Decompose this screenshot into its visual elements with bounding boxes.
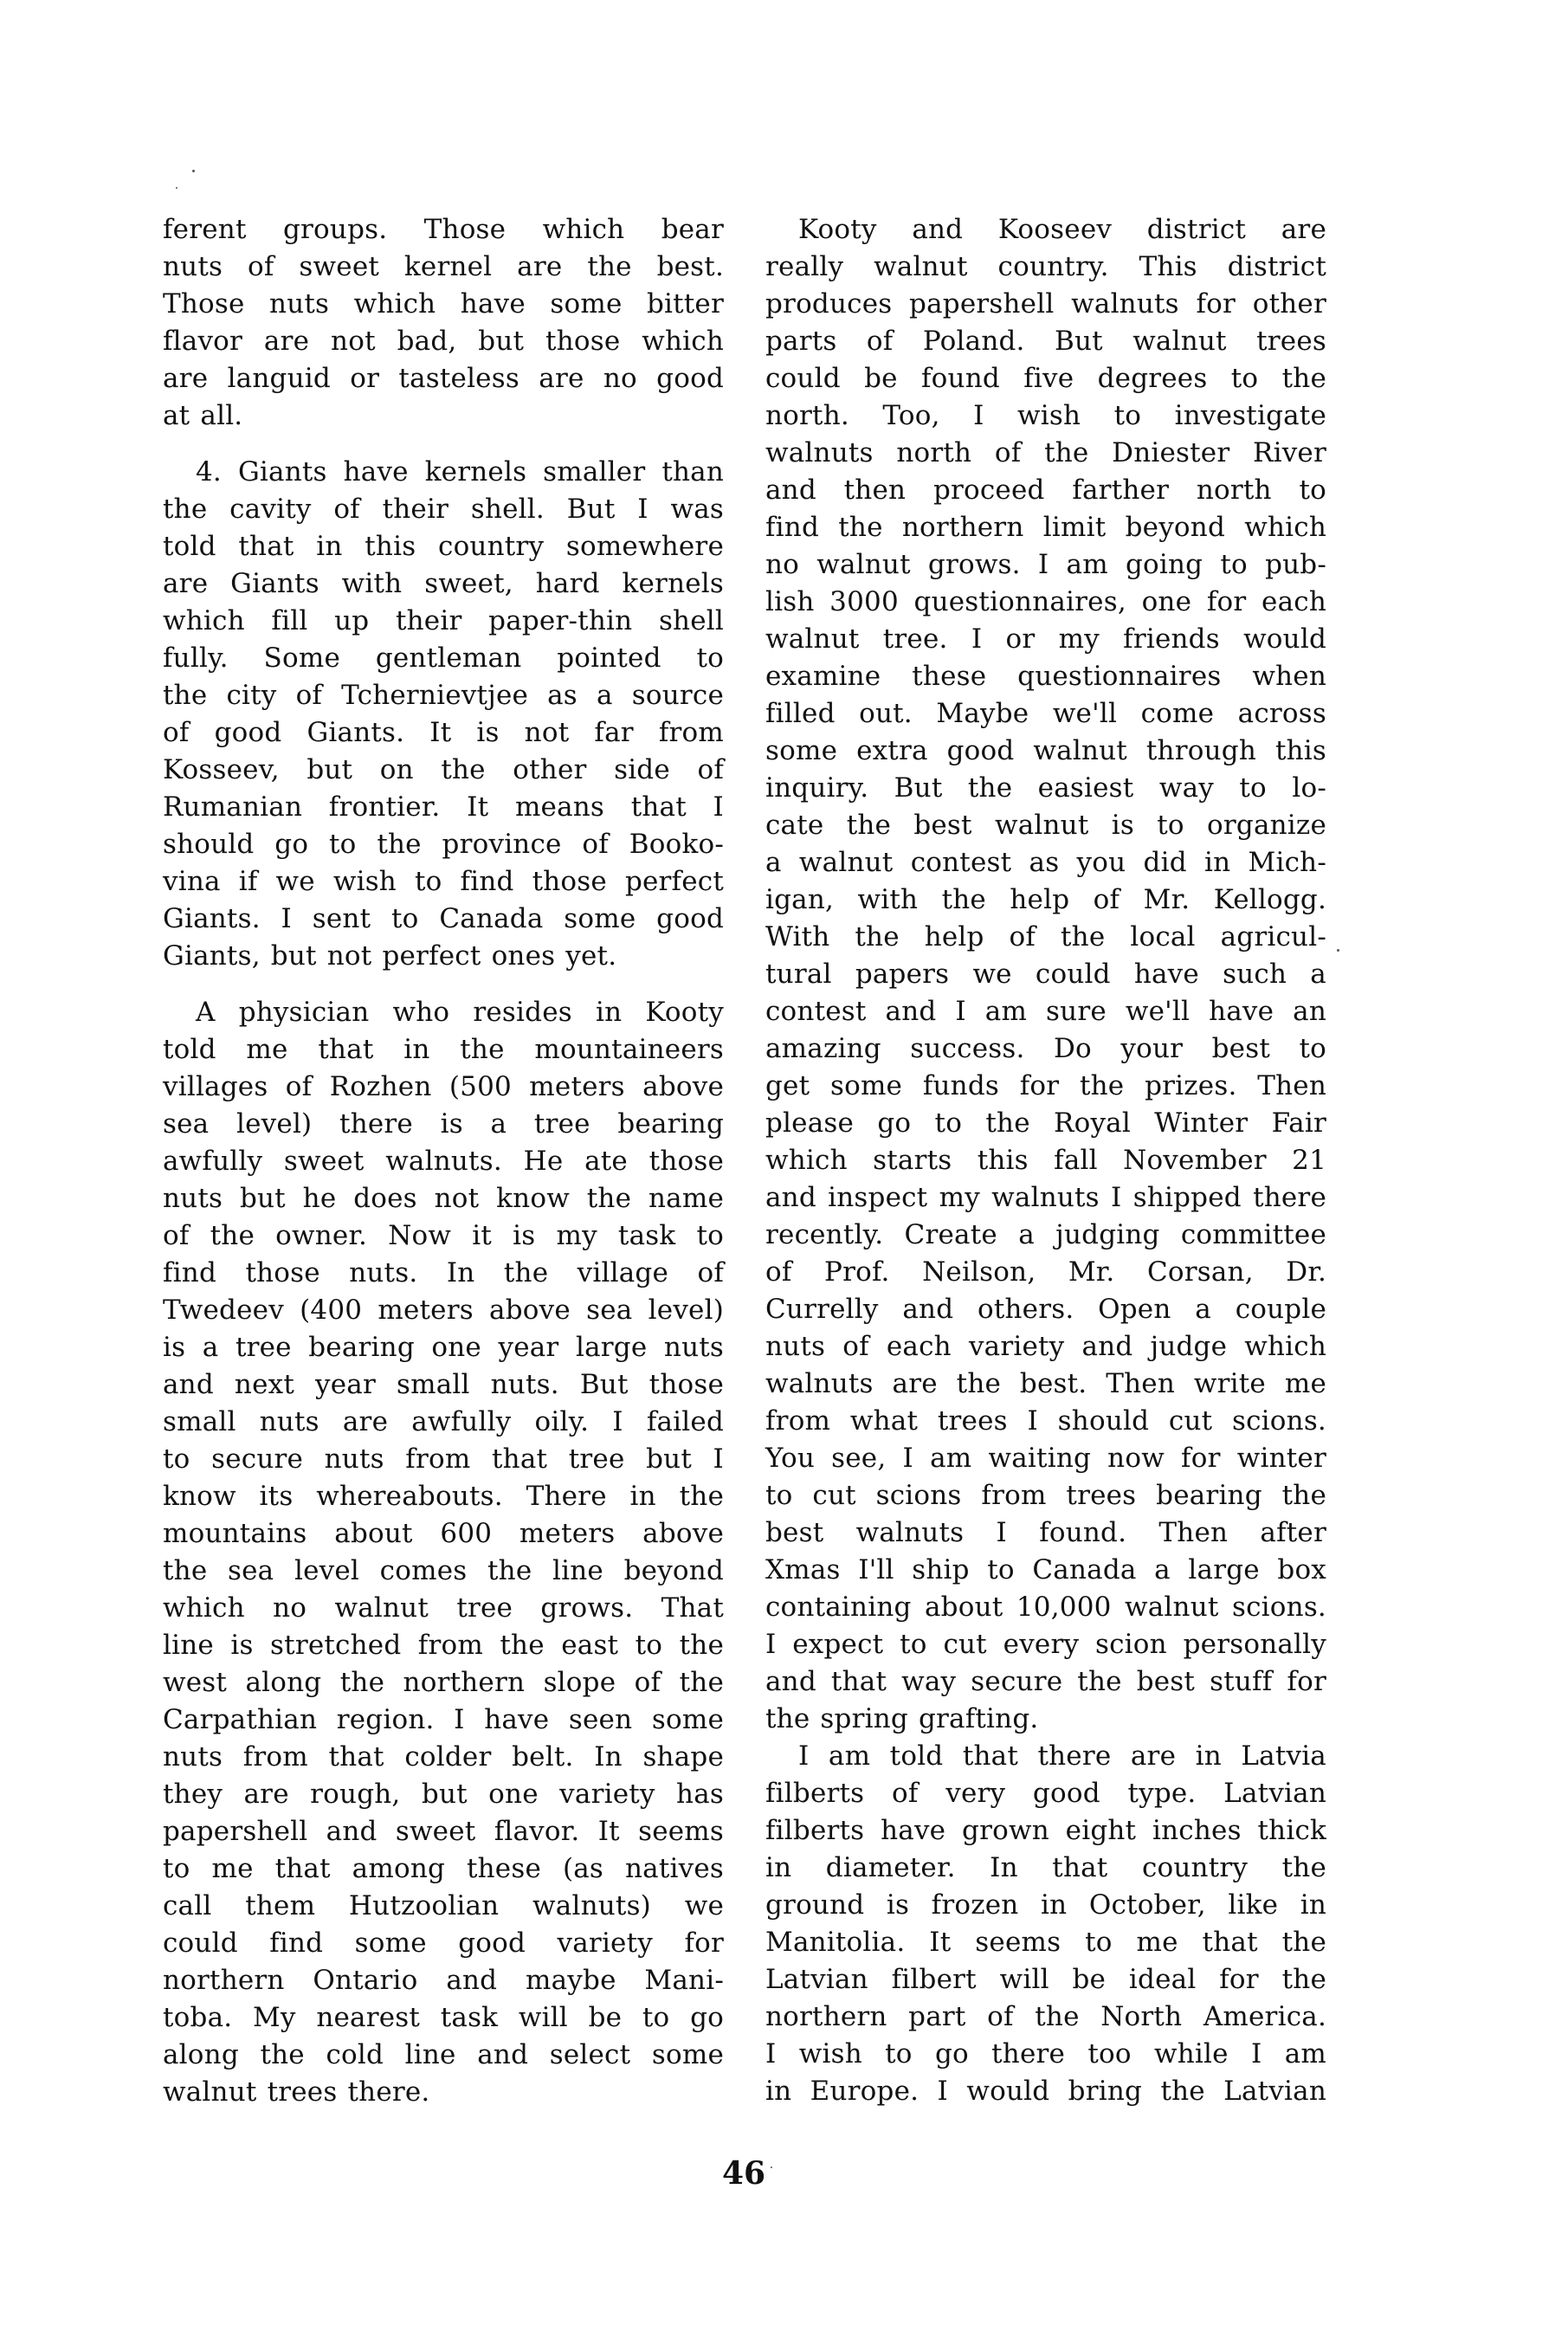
text-line: amazing success. Do your best to <box>765 1033 1326 1064</box>
text-line: find those nuts. In the village of <box>163 1257 724 1288</box>
text-line: nuts of each variety and judge which <box>765 1331 1326 1362</box>
text-line: Twedeev (400 meters above sea level) <box>163 1295 724 1326</box>
text-line: fully. Some gentleman pointed to <box>163 643 724 674</box>
text-line: Latvian filbert will be ideal for the <box>765 1964 1326 1995</box>
left-text-column <box>163 211 724 2111</box>
text-line: to me that among these (as natives <box>163 1853 724 1884</box>
text-line: and inspect my walnuts I shipped there <box>765 1182 1326 1213</box>
text-line: filled out. Maybe we'll come across <box>765 698 1326 729</box>
right-text-column <box>765 211 1326 2110</box>
text-line: no walnut grows. I am going to pub- <box>765 549 1326 580</box>
text-line: walnut trees there. <box>163 2076 430 2108</box>
text-line: the sea level comes the line beyond <box>163 1555 724 1586</box>
text-line: lish 3000 questionnaires, one for each <box>765 586 1326 617</box>
text-line: to secure nuts from that tree but I <box>163 1443 724 1475</box>
text-line: which starts this fall November 21 <box>765 1145 1326 1176</box>
text-line: Those nuts which have some bitter <box>163 288 724 320</box>
paragraph <box>163 211 724 435</box>
text-line: which fill up their paper-thin shell <box>163 605 724 636</box>
text-line: nuts of sweet kernel are the best. <box>163 251 724 282</box>
text-line: Rumanian frontier. It means that I <box>163 791 724 823</box>
text-line: please go to the Royal Winter Fair <box>765 1107 1326 1139</box>
paragraph <box>765 1738 1326 2110</box>
text-line: from what trees I should cut scions. <box>765 1405 1326 1437</box>
text-line: of Prof. Neilson, Mr. Corsan, Dr. <box>765 1256 1326 1288</box>
text-line: A physician who resides in Kooty <box>196 997 724 1028</box>
text-line: small nuts are awfully oily. I failed <box>163 1406 724 1437</box>
text-line: igan, with the help of Mr. Kellogg. <box>765 884 1326 915</box>
text-line: walnut tree. I or my friends would <box>765 623 1326 655</box>
text-line: mountains about 600 meters above <box>163 1518 724 1549</box>
text-line: Kosseev, but on the other side of <box>163 754 724 785</box>
text-line: they are rough, but one variety has <box>163 1779 724 1810</box>
text-line: examine these questionnaires when <box>765 661 1326 692</box>
text-line: are languid or tasteless are no good <box>163 363 724 394</box>
text-line: Giants, but not perfect ones yet. <box>163 940 617 972</box>
text-line: villages of Rozhen (500 meters above <box>163 1071 724 1102</box>
text-line: northern Ontario and maybe Mani- <box>163 1965 724 1996</box>
text-line: and next year small nuts. But those <box>163 1369 724 1400</box>
text-line: filberts have grown eight inches thick <box>765 1815 1326 1846</box>
text-line: Manitolia. It seems to me that the <box>765 1927 1326 1958</box>
text-line: contest and I am sure we'll have an <box>765 996 1326 1027</box>
text-line: are Giants with sweet, hard kernels <box>163 568 724 599</box>
text-line: recently. Create a judging committee <box>765 1219 1326 1250</box>
text-line: should go to the province of Booko- <box>163 829 724 860</box>
text-line: best walnuts I found. Then after <box>765 1517 1326 1548</box>
text-line: the spring grafting. <box>765 1703 1039 1734</box>
text-line: the city of Tchernievtjee as a source <box>163 680 724 711</box>
scan-speck <box>192 170 195 172</box>
text-line: and that way secure the best stuff for <box>765 1666 1326 1697</box>
scan-speck <box>1337 949 1339 952</box>
text-line: nuts from that colder belt. In shape <box>163 1741 724 1773</box>
text-line: to cut scions from trees bearing the <box>765 1480 1326 1511</box>
text-line: of the owner. Now it is my task to <box>163 1220 724 1251</box>
text-line: along the cold line and select some <box>163 2039 724 2070</box>
text-line: north. Too, I wish to investigate <box>765 400 1326 431</box>
text-line: papershell and sweet flavor. It seems <box>163 1816 724 1847</box>
text-line: I am told that there are in Latvia <box>798 1740 1326 1772</box>
text-line: get some funds for the prizes. Then <box>765 1070 1326 1101</box>
text-line: You see, I am waiting now for winter <box>765 1443 1326 1474</box>
text-line: Giants. I sent to Canada some good <box>163 903 724 934</box>
scan-speck <box>771 2166 772 2168</box>
text-line: told me that in the mountaineers <box>163 1034 724 1065</box>
text-line: Xmas I'll ship to Canada a large box <box>765 1554 1326 1585</box>
text-line: cate the best walnut is to organize <box>765 810 1326 841</box>
text-line: at all. <box>163 400 243 431</box>
text-line: west along the northern slope of the <box>163 1667 724 1698</box>
text-line: toba. My nearest task will be to go <box>163 2002 724 2033</box>
text-line: walnuts north of the Dniester River <box>765 437 1326 468</box>
text-line: in diameter. In that country the <box>765 1852 1326 1883</box>
text-line: the cavity of their shell. But I was <box>163 494 724 525</box>
text-line: sea level) there is a tree bearing <box>163 1108 724 1140</box>
text-line: Currelly and others. Open a couple <box>765 1294 1326 1325</box>
text-line: parts of Poland. But walnut trees <box>765 326 1326 357</box>
text-line: inquiry. But the easiest way to lo- <box>765 772 1326 804</box>
paragraph <box>163 454 724 975</box>
text-line: some extra good walnut through this <box>765 735 1326 766</box>
text-line: of good Giants. It is not far from <box>163 717 724 748</box>
text-line: could find some good variety for <box>163 1928 724 1959</box>
text-line: northern part of the North America. <box>765 2001 1326 2032</box>
text-line: ground is frozen in October, like in <box>765 1889 1326 1921</box>
text-line: walnuts are the best. Then write me <box>765 1368 1326 1399</box>
text-line: containing about 10,000 walnut scions. <box>765 1592 1326 1623</box>
text-line: filberts of very good type. Latvian <box>765 1778 1326 1809</box>
text-line: and then proceed farther north to <box>765 475 1326 506</box>
text-line: a walnut contest as you did in Mich- <box>765 847 1326 878</box>
text-line: vina if we wish to find those perfect <box>163 866 724 897</box>
text-line: is a tree bearing one year large nuts <box>163 1332 724 1363</box>
text-line: call them Hutzoolian walnuts) we <box>163 1890 724 1921</box>
text-line: know its whereabouts. There in the <box>163 1481 724 1512</box>
text-line: With the help of the local agricul- <box>765 921 1326 952</box>
paragraph <box>765 211 1326 1738</box>
text-line: Kooty and Kooseev district are <box>798 214 1326 245</box>
text-line: which no walnut tree grows. That <box>163 1592 724 1624</box>
text-line: could be found five degrees to the <box>765 363 1326 394</box>
page-number: 46 <box>722 2155 766 2192</box>
text-line: flavor are not bad, but those which <box>163 326 724 357</box>
paragraph <box>163 994 724 2111</box>
text-line: 4. Giants have kernels smaller than <box>196 456 724 488</box>
text-line: tural papers we could have such a <box>765 959 1326 990</box>
text-line: line is stretched from the east to the <box>163 1630 724 1661</box>
text-line: find the northern limit beyond which <box>765 512 1326 543</box>
text-line: nuts but he does not know the name <box>163 1183 724 1214</box>
text-line: Carpathian region. I have seen some <box>163 1704 724 1735</box>
scan-speck <box>176 187 177 189</box>
text-line: ferent groups. Those which bear <box>163 214 724 245</box>
text-line: awfully sweet walnuts. He ate those <box>163 1146 724 1177</box>
text-line: told that in this country somewhere <box>163 531 724 562</box>
text-line: produces papershell walnuts for other <box>765 288 1326 320</box>
text-line: I wish to go there too while I am <box>765 2038 1326 2070</box>
text-line: I expect to cut every scion personally <box>765 1629 1326 1660</box>
text-line: really walnut country. This district <box>765 251 1326 282</box>
text-line: in Europe. I would bring the Latvian <box>765 2076 1326 2107</box>
